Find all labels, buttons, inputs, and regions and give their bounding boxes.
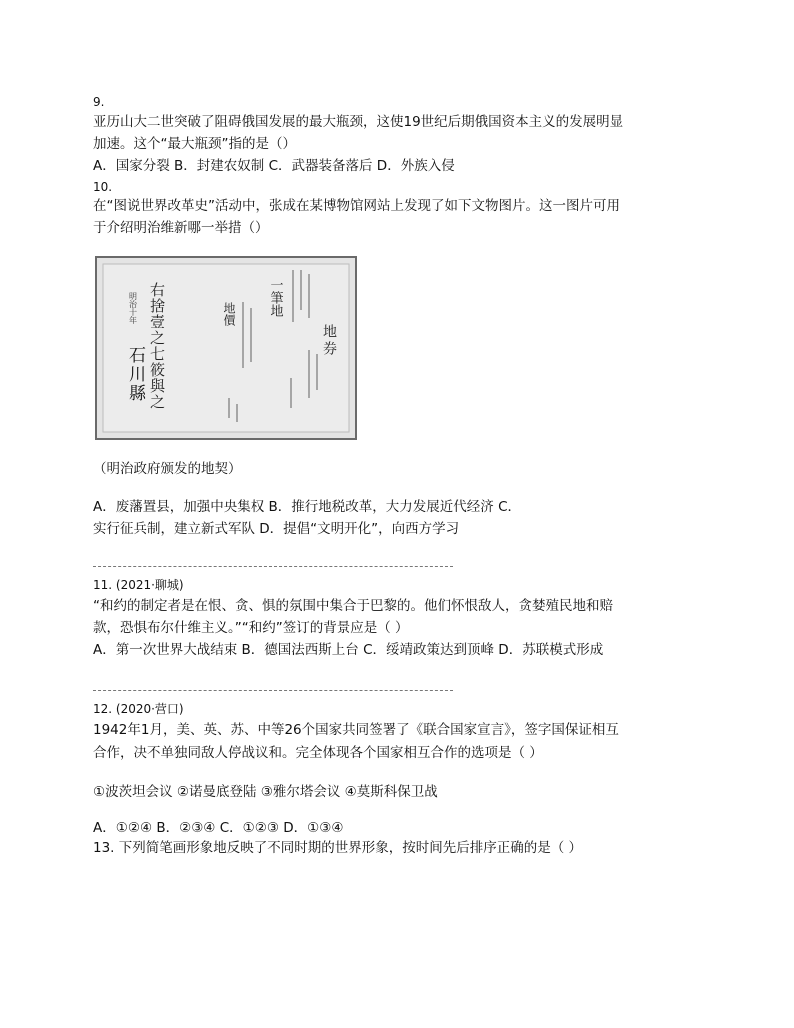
q11-options: A．第一次世界大战结束 B．德国法西斯上台 C．绥靖政策达到顶峰 D．苏联模式形成: [93, 642, 604, 658]
q12-stem-line1: 1942年1月，美、英、苏、中等26个国家共同签署了《联合国家宣言》，签字国保证相互: [93, 722, 619, 738]
q11-number: 11. (2021·聊城): [93, 578, 184, 592]
q12-options: A．①②④ B．②③④ C．①②③ D．①③④: [93, 820, 344, 836]
q12-stem-line2: 合作，决不单独同敌人停战议和。完全体现各个国家相互合作的选项是（ ）: [93, 745, 543, 761]
q10-number: 10.: [93, 180, 113, 194]
q9-stem-line2: 加速。这个“最大瓶颈”指的是（）: [93, 136, 296, 152]
q12-number: 12. (2020·营口): [93, 702, 184, 716]
q10-caption: （明治政府颁发的地契）: [93, 461, 242, 477]
deed-col-e: 一筆地: [267, 278, 283, 317]
q9-stem-line1: 亚历山大二世突破了阻碍俄国发展的最大瓶颈，这使19世纪后期俄国资本主义的发展明显: [93, 114, 624, 130]
deed-col-b: 明治十年: [128, 292, 138, 324]
separator-2: [93, 690, 453, 691]
q10-stem-line2: 于介绍明治维新哪一举措（）: [93, 220, 269, 236]
separator-1: [93, 566, 453, 567]
q12-items: ①波茨坦会议 ②诺曼底登陆 ③雅尔塔会议 ④莫斯科保卫战: [93, 784, 438, 800]
deed-col-d: 地價: [222, 302, 236, 326]
q10-options-line1: A．废藩置县，加强中央集权 B．推行地税改革，大力发展近代经济 C．: [93, 499, 522, 515]
q9-number: 9.: [93, 95, 105, 109]
deed-col-f: 地券: [321, 324, 337, 358]
q11-stem-line2: 款，恐惧布尔什维主义。”“和约”签订的背景应是（ ）: [93, 620, 409, 636]
q13-stem: 13. 下列简笔画形象地反映了不同时期的世界形象，按时间先后排序正确的是（ ）: [93, 840, 583, 856]
q11-stem-line1: “和约的制定者是在恨、贪、惧的氛围中集合于巴黎的。他们怀恨敌人，贪婪殖民地和赔: [93, 598, 613, 614]
q10-stem-line1: 在“图说世界改革史”活动中，张成在某博物馆网站上发现了如下文物图片。这一图片可用: [93, 198, 620, 214]
deed-col-c: 石川縣: [125, 346, 145, 403]
land-deed-photo: [95, 256, 357, 440]
q9-options: A．国家分裂 B．封建农奴制 C．武器装备落后 D．外族入侵: [93, 158, 455, 174]
q10-options-line2: 实行征兵制，建立新式军队 D．提倡“文明开化”，向西方学习: [93, 521, 460, 537]
land-deed-image: [97, 258, 355, 438]
deed-col-a: 右捨壹之七筱與之: [148, 282, 166, 410]
